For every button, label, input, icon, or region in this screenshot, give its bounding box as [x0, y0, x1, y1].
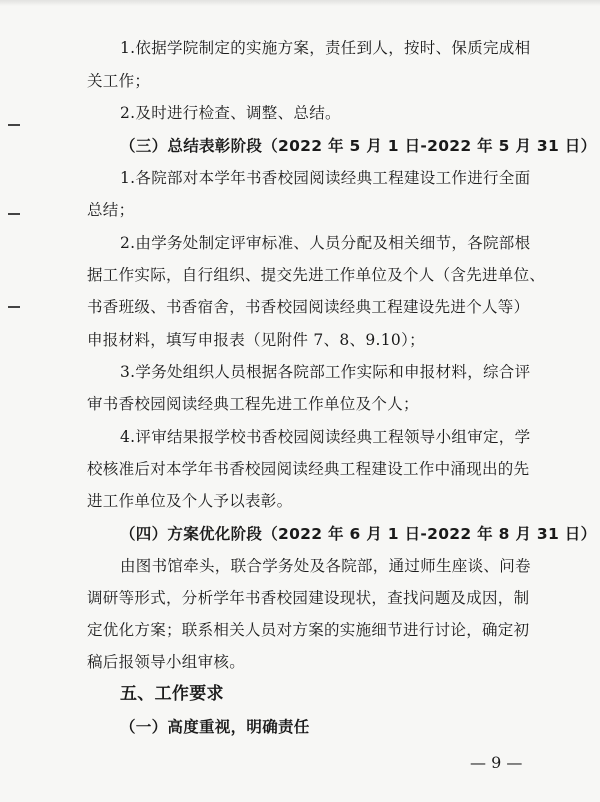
paragraph-line: 申报材料，填写申报表（见附件 7、8、9.10）； [87, 331, 425, 349]
paragraph-line: 校核准后对本学年书香校园阅读经典工程建设工作中涌现出的先 [87, 460, 530, 478]
section-heading-4: （四）方案优化阶段（2022 年 6 月 1 日-2022 年 8 月 31 日） [120, 525, 597, 543]
binding-mark [8, 306, 20, 308]
paragraph-line: 审书香校园阅读经典工程先进工作单位及个人； [87, 395, 419, 413]
section-heading-3: （三）总结表彰阶段（2022 年 5 月 1 日-2022 年 5 月 31 日） [120, 137, 597, 155]
paragraph-line: 4.评审结果报学校书香校园阅读经典工程领导小组审定，学 [120, 428, 531, 446]
paragraph-line: 关工作； [87, 72, 151, 90]
binding-mark [8, 124, 20, 126]
paragraph-line: 2.及时进行检查、调整、总结。 [120, 104, 341, 122]
page-number: — 9 — [470, 753, 523, 772]
paragraph-line: 由图书馆牵头，联合学务处及各院部，通过师生座谈、问卷 [120, 557, 531, 575]
paragraph-line: 定优化方案；联系相关人员对方案的实施细节进行讨论，确定初 [87, 621, 530, 639]
scan-edge-shadow [0, 0, 600, 6]
paragraph-line: 1.依据学院制定的实施方案，责任到人，按时、保质完成相 [120, 39, 531, 57]
binding-mark [8, 213, 20, 215]
paragraph-line: 总结； [87, 201, 135, 219]
paragraph-line: 书香班级、书香宿舍，书香校园阅读经典工程建设先进个人等） [87, 298, 530, 316]
section-heading-5: 五、工作要求 [120, 684, 224, 704]
paragraph-line: 据工作实际，自行组织、提交先进工作单位及个人（含先进单位、 [87, 266, 546, 284]
subsection-heading-1: （一）高度重视，明确责任 [120, 718, 310, 736]
paragraph-line: 1.各院部对本学年书香校园阅读经典工程建设工作进行全面 [120, 169, 531, 187]
paragraph-line: 调研等形式，分析学年书香校园建设现状，查找问题及成因，制 [87, 589, 530, 607]
paragraph-line: 2.由学务处制定评审标准、人员分配及相关细节，各院部根 [120, 234, 531, 252]
paragraph-line: 3.学务处组织人员根据各院部工作实际和申报材料，综合评 [120, 363, 531, 381]
paragraph-line: 稿后报领导小组审核。 [87, 653, 246, 671]
paragraph-line: 进工作单位及个人予以表彰。 [87, 492, 293, 510]
